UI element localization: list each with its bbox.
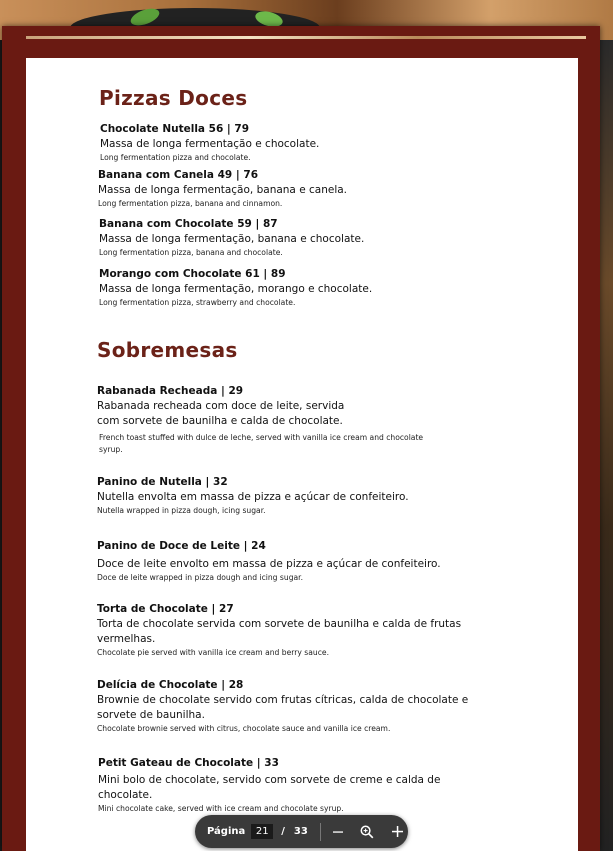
magnifier-icon (360, 825, 374, 839)
menu-page (26, 58, 578, 851)
item-description-en: Long fermentation pizza, banana and cinnamon. (98, 199, 283, 208)
minus-icon (332, 826, 344, 838)
item-description-pt: Torta de chocolate servida com sorvete de baunilha e calda de frutas (97, 618, 462, 630)
item-name: Banana com Canela 49 | 76 (98, 169, 258, 181)
current-page-input[interactable] (251, 824, 273, 839)
item-description-pt: Brownie de chocolate servido com frutas cítricas, calda de chocolate e (97, 694, 469, 706)
item-name: Morango com Chocolate 61 | 89 (99, 268, 286, 280)
menu-item (98, 756, 528, 815)
item-description-en: Long fermentation pizza, banana and chocolate. (99, 248, 283, 257)
item-name: Chocolate Nutella 56 | 79 (100, 123, 250, 135)
item-description-pt: Massa de longa fermentação e chocolate. (100, 138, 320, 150)
menu-item (97, 384, 527, 456)
item-name: Panino de Doce de Leite | 24 (97, 540, 266, 552)
item-description-pt: Massa de longa fermentação, morango e chocolate. (99, 283, 373, 295)
item-description-en: Chocolate pie served with vanilla ice cream and berry sauce. (97, 648, 329, 657)
item-description-pt: Massa de longa fermentação, banana e canela. (98, 184, 348, 196)
item-description-en: Long fermentation pizza, strawberry and chocolate. (99, 298, 296, 307)
zoom-out-button[interactable] (327, 821, 349, 843)
menu-item (97, 475, 527, 517)
item-name: Panino de Nutella | 32 (97, 476, 228, 488)
zoom-in-button[interactable] (386, 821, 408, 843)
toolbar-divider (320, 823, 321, 841)
item-description-en: syrup. (99, 445, 123, 454)
menu-item (99, 267, 529, 309)
item-name: Delícia de Chocolate | 28 (97, 679, 244, 691)
zoom-fit-button[interactable] (357, 821, 379, 843)
item-description-pt: sorvete de baunilha. (97, 709, 205, 721)
item-description-pt: Rabanada recheada com doce de leite, servida (97, 400, 345, 412)
menu-item (98, 168, 528, 210)
plus-icon (391, 825, 404, 838)
menu-item (100, 122, 530, 164)
item-description-pt: Mini bolo de chocolate, servido com sorvete de creme e calda de (98, 774, 441, 786)
item-description-pt: Massa de longa fermentação, banana e chocolate. (99, 233, 365, 245)
menu-item (99, 217, 529, 259)
item-description-pt: com sorvete de baunilha e calda de chocolate. (97, 415, 343, 427)
section-title-sobremesas: Sobremesas (97, 338, 238, 362)
total-pages: 33 (293, 826, 308, 837)
item-description-pt: Nutella envolta em massa de pizza e açúcar de confeiteiro. (97, 491, 409, 503)
item-description-pt: Doce de leite envolto em massa de pizza e açúcar de confeiteiro. (97, 558, 441, 570)
item-description-en: Nutella wrapped in pizza dough, icing sugar. (97, 506, 266, 515)
menu-item (97, 602, 527, 659)
pdf-page-toolbar (195, 815, 408, 848)
item-name: Rabanada Recheada | 29 (97, 385, 244, 397)
page-separator: / (281, 826, 285, 837)
item-description-pt: vermelhas. (97, 633, 156, 645)
page-label: Página (207, 826, 246, 837)
section-title-pizzas-doces: Pizzas Doces (99, 86, 248, 110)
menu-item (97, 678, 537, 735)
item-description-en: Chocolate brownie served with citrus, chocolate sauce and vanilla ice cream. (97, 724, 391, 733)
item-name: Torta de Chocolate | 27 (97, 603, 234, 615)
item-description-en: French toast stuffed with dulce de leche, served with vanilla ice cream and chocolate (99, 433, 424, 442)
item-description-en: Doce de leite wrapped in pizza dough and icing sugar. (97, 573, 304, 582)
menu-frame (2, 26, 600, 851)
frame-decorative-stripe (26, 36, 586, 39)
background-side-photo (599, 40, 613, 851)
item-name: Petit Gateau de Chocolate | 33 (98, 757, 279, 769)
item-description-pt: chocolate. (98, 789, 153, 801)
item-description-en: Mini chocolate cake, served with ice cream and chocolate syrup. (98, 804, 344, 813)
item-name: Banana com Chocolate 59 | 87 (99, 218, 278, 230)
item-description-en: Long fermentation pizza and chocolate. (100, 153, 251, 162)
menu-item (97, 539, 527, 584)
